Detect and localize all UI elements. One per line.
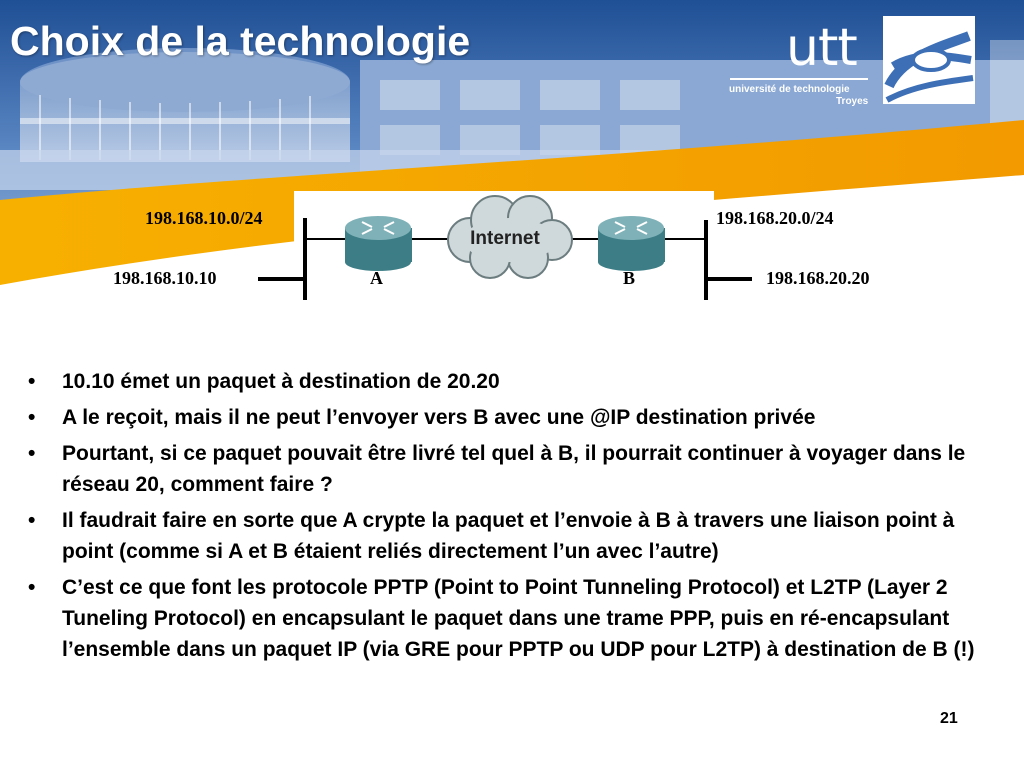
left-network-label: 198.168.10.0/24 xyxy=(145,208,263,228)
right-network-label: 198.168.20.0/24 xyxy=(716,208,834,228)
router-a-label: A xyxy=(370,268,383,288)
router-b-icon xyxy=(598,216,665,271)
bullet-item xyxy=(20,366,1000,397)
router-a-icon xyxy=(345,216,412,271)
internet-cloud-icon xyxy=(448,196,572,278)
internet-label: Internet xyxy=(470,228,540,249)
bullet-marker: • xyxy=(28,576,36,599)
bullet-marker: • xyxy=(28,370,36,393)
bullet-text: Pourtant, si ce paquet pouvait être livré tel quel à B, il pourrait continuer à voyager dans le réseau 20, comment faire ? xyxy=(62,442,966,496)
utt-logo-text: utt xyxy=(786,18,857,78)
bullet-marker: • xyxy=(28,406,36,429)
bullet-item xyxy=(20,572,1000,665)
bullet-item xyxy=(20,402,1000,433)
router-b-label: B xyxy=(623,268,636,288)
bullet-text: C’est ce que font les protocole PPTP (Point to Point Tunneling Protocol) et L2TP (Layer 2 Tuneling Protocol) en encapsulant le paquet dans une trame PPP, puis en ré-encapsulant l’ensemble dans un paquet IP (via GRE pour PPTP ou UDP pour L2TP) à destination de B (!) xyxy=(62,576,975,661)
logo-subtitle: université de technologie xyxy=(729,84,850,95)
bullet-marker: • xyxy=(28,509,36,532)
bullet-item xyxy=(20,438,1000,500)
bullet-item xyxy=(20,505,1000,567)
bullet-list xyxy=(20,366,1000,670)
slide-title: Choix de la technologie xyxy=(10,18,471,64)
left-host-label: 198.168.10.10 xyxy=(113,268,217,288)
right-host-label: 198.168.20.20 xyxy=(766,268,870,288)
bullet-text: 10.10 émet un paquet à destination de 20.20 xyxy=(62,370,500,393)
logo-city: Troyes xyxy=(836,96,869,107)
bullet-text: Il faudrait faire en sorte que A crypte la paquet et l’envoie à B à travers une liaison point à point (comme si A et B étaient reliés directement l’un avec l’autre) xyxy=(62,509,955,563)
bullet-text: A le reçoit, mais il ne peut l’envoyer vers B avec une @IP destination privée xyxy=(62,406,816,429)
page-number: 21 xyxy=(940,710,958,727)
bullet-marker: • xyxy=(28,442,36,465)
